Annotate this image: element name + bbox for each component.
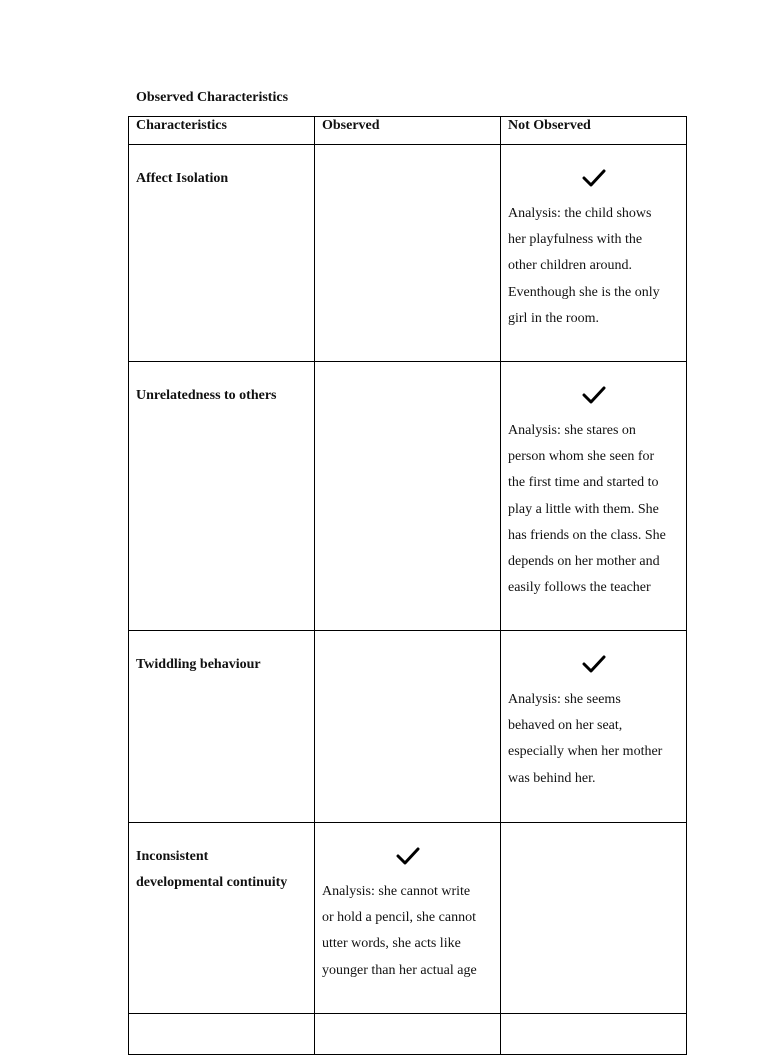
analysis-line: Analysis: she stares on <box>508 423 636 438</box>
analysis-text <box>508 418 679 601</box>
table-row <box>129 1014 687 1055</box>
characteristic-label: Twiddling behaviour <box>136 657 261 672</box>
check-icon <box>508 145 679 201</box>
analysis-line: younger than her actual age <box>322 962 477 978</box>
characteristic-label: Affect Isolation <box>136 171 229 186</box>
analysis-line: Analysis: she cannot write <box>322 884 471 899</box>
analysis-line: especially when her mother <box>508 744 663 760</box>
not-observed-cell <box>501 631 687 823</box>
analysis-line: other children around. <box>508 258 633 274</box>
analysis-line: person whom she seen for <box>508 449 655 465</box>
analysis-line: Eventhough she is the only <box>508 284 660 300</box>
not-observed-cell <box>501 823 687 1014</box>
analysis-text <box>322 879 493 984</box>
characteristic-cell <box>129 362 315 631</box>
header-observed: Observed <box>315 117 501 145</box>
analysis-line: easily follows the teacher <box>508 580 651 596</box>
analysis-line: the first time and started to <box>508 475 659 491</box>
table-row <box>129 823 687 1014</box>
analysis-line: play a little with them. She <box>508 501 659 517</box>
characteristic-cell <box>129 631 315 823</box>
characteristic-label-line: Inconsistent <box>136 849 209 864</box>
observed-cell <box>315 362 501 631</box>
observed-characteristics-table <box>128 116 687 1055</box>
analysis-line: girl in the room. <box>508 310 599 326</box>
analysis-line: has friends on the class. She <box>508 527 666 543</box>
check-icon <box>508 362 679 418</box>
characteristic-label-line: developmental continuity <box>136 875 288 890</box>
analysis-line: Analysis: the child shows <box>508 206 652 221</box>
not-observed-cell <box>501 1014 687 1055</box>
analysis-line: was behind her. <box>508 770 596 786</box>
characteristic-cell <box>129 145 315 362</box>
table-header-row <box>129 117 687 145</box>
analysis-line: utter words, she acts like <box>322 936 461 952</box>
characteristic-cell <box>129 823 315 1014</box>
analysis-line: behaved on her seat, <box>508 718 623 734</box>
table-caption: Observed Characteristics <box>136 90 289 105</box>
analysis-text <box>508 201 679 332</box>
observed-cell <box>315 823 501 1014</box>
analysis-line: Analysis: she seems <box>508 692 621 707</box>
observed-cell <box>315 145 501 362</box>
analysis-text <box>508 687 679 792</box>
not-observed-cell <box>501 145 687 362</box>
not-observed-cell <box>501 362 687 631</box>
characteristic-label <box>136 823 307 896</box>
table-row <box>129 145 687 362</box>
characteristic-cell <box>129 1014 315 1055</box>
header-characteristics: Characteristics <box>129 117 315 145</box>
analysis-line: or hold a pencil, she cannot <box>322 910 476 926</box>
observed-cell <box>315 1014 501 1055</box>
header-not-observed: Not Observed <box>501 117 687 145</box>
check-icon <box>508 631 679 687</box>
table-row <box>129 362 687 631</box>
analysis-line: depends on her mother and <box>508 554 660 570</box>
observed-cell <box>315 631 501 823</box>
check-icon <box>322 823 493 879</box>
characteristic-label: Unrelatedness to others <box>136 388 277 403</box>
table-row <box>129 631 687 823</box>
analysis-line: her playfulness with the <box>508 232 643 248</box>
